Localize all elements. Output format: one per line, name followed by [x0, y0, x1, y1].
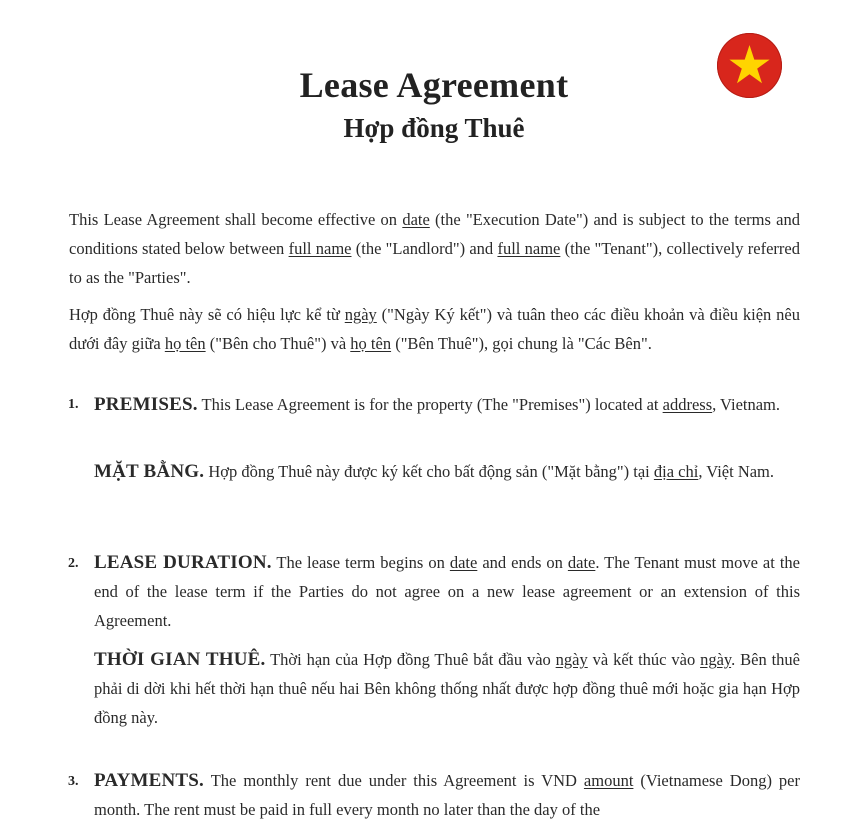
landlord-name-field-vi[interactable]: họ tên	[164, 334, 206, 353]
date-field-vi[interactable]: ngày	[344, 305, 377, 324]
section-duration-vi: THỜI GIAN THUÊ. Thời hạn của Hợp đồng Thuê bắt đầu vào ngày và kết thúc vào ngày. Bên thuê phải di dời khi hết thời hạn thuê nếu hai Bên không thống nhất được hợp đồng thuê mới hoặc gia hạn Hợp đồng này.	[94, 649, 800, 727]
amount-field[interactable]: amount	[583, 771, 634, 790]
section-premises-vi: MẶT BẰNG. Hợp đồng Thuê này được ký kết cho bất động sản ("Mặt bằng") tại địa chỉ, Việt Nam.	[94, 461, 775, 482]
address-field-vi[interactable]: địa chỉ	[653, 462, 699, 481]
section-heading: LEASE DURATION.	[94, 552, 272, 573]
address-field[interactable]: address	[662, 395, 713, 414]
section-heading: MẶT BẰNG.	[94, 461, 205, 482]
section-heading: THỜI GIAN THUÊ.	[94, 649, 266, 670]
start-date-field-vi[interactable]: ngày	[555, 650, 588, 669]
section-payments-en: PAYMENTS. The monthly rent due under this Agreement is VND amount (Vietnamese Dong) per month. The rent must be paid in full every month no later than the day of the	[94, 770, 800, 819]
intro-paragraph-en: This Lease Agreement shall become effective on date (the "Execution Date") and is subject to the terms and conditions stated below between full name (the "Landlord") and full name (the "Tenant"), collectively referred to as the "Parties".	[69, 210, 800, 287]
tenant-name-field[interactable]: full name	[497, 239, 561, 258]
section-number: 1.	[68, 397, 79, 412]
section-duration-en: LEASE DURATION. The lease term begins on date and ends on date. The Tenant must move at the end of the lease term if the Parties do not agree on a new lease agreement or an extension of this Agreement.	[94, 552, 800, 630]
end-date-field[interactable]: date	[567, 553, 596, 572]
section-number: 2.	[68, 556, 79, 571]
section-premises-en: PREMISES. This Lease Agreement is for the property (The "Premises") located at address, Vietnam.	[94, 394, 781, 415]
section-heading: PREMISES.	[94, 394, 198, 415]
date-field[interactable]: date	[402, 210, 430, 229]
document-subtitle: Hợp đồng Thuê	[343, 113, 525, 143]
section-heading: PAYMENTS.	[94, 770, 205, 791]
document-title: Lease Agreement	[299, 65, 569, 105]
landlord-name-field[interactable]: full name	[288, 239, 352, 258]
intro-paragraph-vi: Hợp đồng Thuê này sẽ có hiệu lực kể từ ngày ("Ngày Ký kết") và tuân theo các điều khoản và điều kiện nêu dưới đây giữa họ tên ("Bên cho Thuê") và họ tên ("Bên Thuê"), gọi chung là "Các Bên".	[69, 305, 800, 353]
end-date-field-vi[interactable]: ngày	[700, 650, 732, 669]
tenant-name-field-vi[interactable]: họ tên	[350, 334, 392, 353]
start-date-field[interactable]: date	[449, 553, 478, 572]
section-number: 3.	[68, 774, 79, 789]
